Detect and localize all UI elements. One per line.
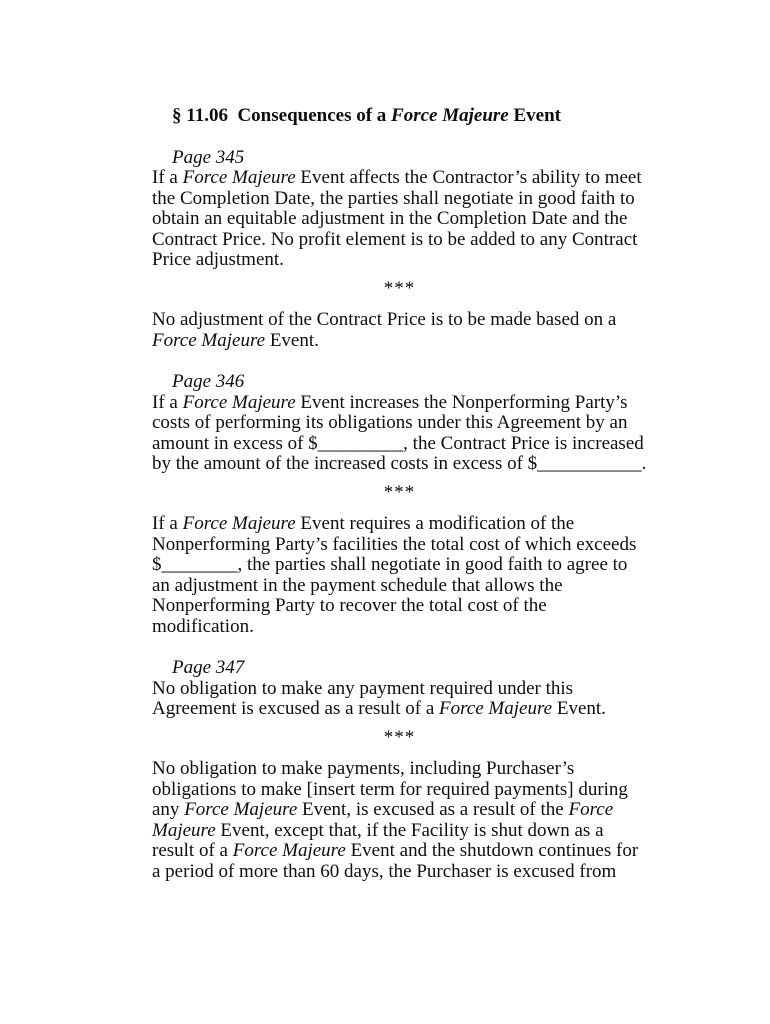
text-run: Event xyxy=(508,105,561,126)
asterisk-separator: *** xyxy=(383,726,416,748)
text-run: Force Majeure xyxy=(182,167,296,188)
section-heading xyxy=(152,106,647,127)
text-run: Force Majeure xyxy=(391,105,509,126)
text-run: Page 347 xyxy=(172,657,245,678)
body-paragraph xyxy=(152,168,647,271)
text-run: If a xyxy=(152,391,183,413)
page-reference xyxy=(152,148,647,169)
body-paragraph xyxy=(152,514,647,637)
text-run: Force Majeure xyxy=(439,698,553,719)
text-run: Force Majeure xyxy=(182,513,296,534)
asterisk-separator: *** xyxy=(383,481,416,503)
text-run: Force Majeure xyxy=(184,799,298,820)
text-run: Event, except that, if the Facility is shut down as a result of a xyxy=(152,819,609,861)
text-run: Page 346 xyxy=(172,371,245,392)
body-paragraph xyxy=(152,310,647,351)
page-reference xyxy=(152,658,647,679)
text-run: § 11.06 Consequences of a xyxy=(172,105,392,126)
text-run: Event and the shutdown continues for a period of more than 60 days, the Purchaser is excused from xyxy=(152,840,643,882)
text-run: No obligation to make payments, including Purchaser’s obligations to make [insert term for required payments] during any xyxy=(152,758,633,820)
text-run: Force Majeure xyxy=(182,391,296,413)
text-run: Force Majeure xyxy=(152,329,266,351)
text-run: Page 345 xyxy=(172,146,245,168)
text-run: Event requires a modification of the Nonperforming Party’s facilities the total cost of which exceeds $________, the parties shall negotiate in good faith to agree to an adjustment in the payment schedule that allows the Nonperforming Party to recover the total cost of the modification. xyxy=(152,513,642,637)
text-run: Event affects the Contractor’s ability to meet the Completion Date, the parties shall negotiate in good faith to obtain an equitable adjustment in the Completion Date and the Contract Price. No profit element is to be added to any Contract Price adjustment. xyxy=(152,167,647,270)
asterisk-separator: *** xyxy=(383,277,416,299)
document-content xyxy=(152,106,647,882)
text-run: Event. xyxy=(265,329,319,351)
body-paragraph xyxy=(152,393,647,475)
text-run: If a xyxy=(152,513,183,534)
text-run: Event, is excused as a result of the xyxy=(297,799,569,820)
text-run: Force Majeure xyxy=(232,840,346,861)
body-paragraph xyxy=(152,759,647,882)
text-run: Event. xyxy=(552,698,606,719)
page-reference xyxy=(152,372,647,393)
text-run: Force Majeure xyxy=(152,799,618,841)
text-run: No adjustment of the Contract Price is to be made based on a xyxy=(152,309,622,330)
text-run: Event increases the Nonperforming Party’s costs of performing its obligations under this Agreement by an amount in excess of $_________, the Contract Price is increased by the amount of the increased costs in excess of $___________. xyxy=(152,391,649,474)
text-run: If a xyxy=(152,167,183,188)
body-paragraph xyxy=(152,679,647,720)
text-run: No obligation to make any payment required under this Agreement is excused as a result of a xyxy=(152,677,577,719)
